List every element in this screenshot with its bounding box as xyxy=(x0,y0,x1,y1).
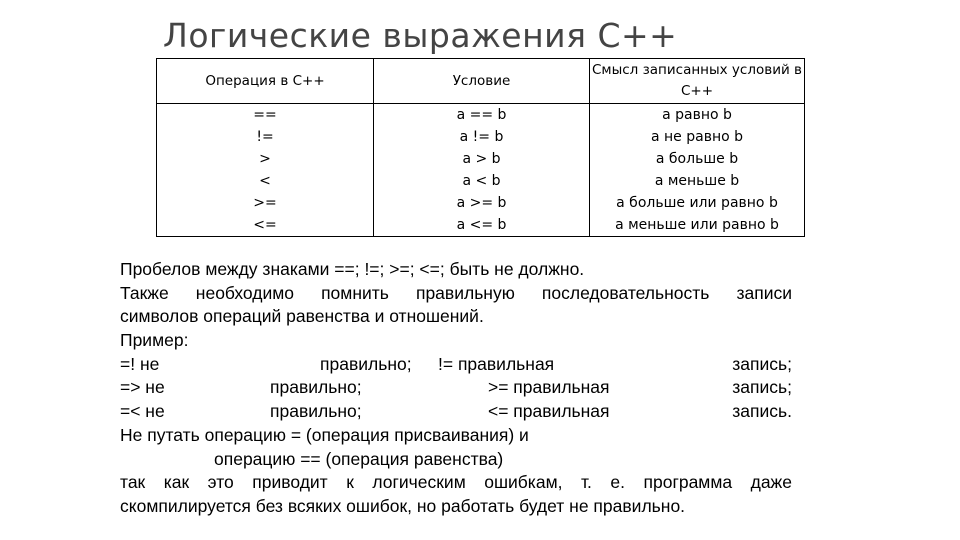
table-row xyxy=(157,126,805,148)
example-heading: Пример: xyxy=(120,330,189,351)
meaning-cell: a равно b xyxy=(590,104,805,127)
example-row xyxy=(120,400,792,424)
header-operation: Операция в С++ xyxy=(157,59,374,104)
table-header-row xyxy=(157,59,805,104)
operator-cell: > xyxy=(157,148,374,170)
consequence-line: так как это приводит к логическим ошибкам, т. е. программа даже xyxy=(120,472,792,493)
slide-title: Логические выражения С++ xyxy=(163,16,678,55)
order-rule-line: Также необходимо помнить правильную последовательность записи xyxy=(120,282,792,303)
example-wrong: => не xyxy=(120,377,165,398)
operator-cell: <= xyxy=(157,214,374,237)
operator-cell: != xyxy=(157,126,374,148)
example-right: >= правильная xyxy=(488,377,610,398)
warning-continuation: операцию == (операция равенства) xyxy=(214,448,504,469)
condition-cell: a <= b xyxy=(374,214,590,237)
table-row xyxy=(157,192,805,214)
warning-line: Не путать операцию = (операция присваивания) и xyxy=(120,424,529,445)
table-row xyxy=(157,148,805,170)
example-right: <= правильная xyxy=(488,401,610,422)
example-verdict: правильно; xyxy=(270,401,362,422)
table-row xyxy=(157,214,805,237)
header-condition: Условие xyxy=(374,59,590,104)
example-row xyxy=(120,376,792,400)
example-end: запись. xyxy=(732,401,792,422)
example-right: != правильная xyxy=(438,353,555,374)
condition-cell: a > b xyxy=(374,148,590,170)
explanation-text xyxy=(120,258,792,519)
condition-cell: a < b xyxy=(374,170,590,192)
example-end: запись; xyxy=(732,353,792,374)
example-wrong: =< не xyxy=(120,401,165,422)
example-end: запись; xyxy=(732,377,792,398)
operators-table xyxy=(156,58,805,237)
example-verdict: правильно; xyxy=(320,353,412,374)
operator-cell: < xyxy=(157,170,374,192)
consequence-continuation: скомпилируется без всяких ошибок, но работать будет не правильно. xyxy=(120,495,686,516)
meaning-cell: a не равно b xyxy=(590,126,805,148)
condition-cell: a >= b xyxy=(374,192,590,214)
operator-cell: >= xyxy=(157,192,374,214)
spaces-rule-line: Пробелов между знаками ==; !=; >=; <=; быть не должно. xyxy=(120,259,585,279)
table-row xyxy=(157,104,805,127)
example-wrong: =! не xyxy=(120,353,160,374)
meaning-cell: a меньше b xyxy=(590,170,805,192)
example-verdict: правильно; xyxy=(270,377,362,398)
example-row xyxy=(120,353,792,377)
header-meaning: Смысл записанных условий в С++ xyxy=(590,59,805,104)
order-rule-continuation: символов операций равенства и отношений. xyxy=(120,306,484,327)
operator-cell: == xyxy=(157,104,374,127)
table-row xyxy=(157,170,805,192)
meaning-cell: a больше b xyxy=(590,148,805,170)
condition-cell: a != b xyxy=(374,126,590,148)
meaning-cell: a меньше или равно b xyxy=(590,214,805,237)
meaning-cell: a больше или равно b xyxy=(590,192,805,214)
condition-cell: a == b xyxy=(374,104,590,127)
